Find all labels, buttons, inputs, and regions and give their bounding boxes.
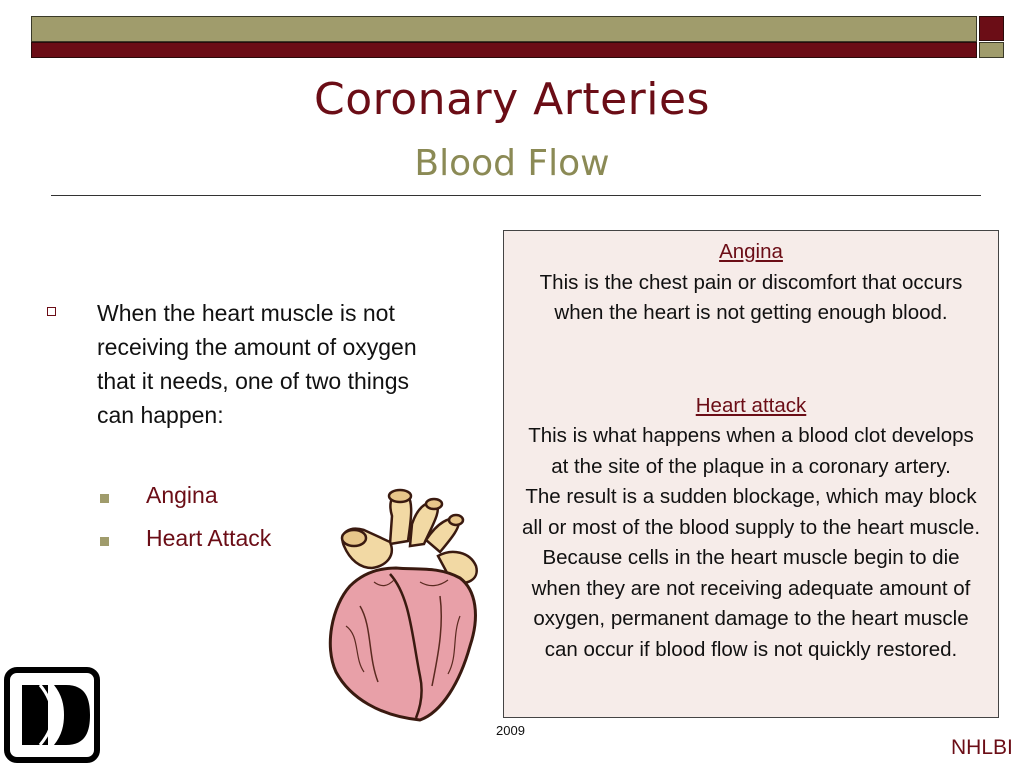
definition-box [503, 230, 999, 718]
sub-bullet-marker [100, 537, 109, 546]
heart-attack-line: oxygen, permanent damage to the heart muscle [533, 607, 969, 630]
nhlbi-logo [4, 667, 100, 763]
corner-block-maroon [979, 16, 1004, 41]
heart-attack-line: at the site of the plaque in a coronary artery. [551, 454, 951, 478]
spacer [504, 329, 998, 391]
angina-line: when the heart is not getting enough blood. [554, 301, 948, 324]
heart-attack-heading: Heart attack [695, 393, 807, 417]
angina-heading: Angina [719, 240, 783, 263]
bullet-marker [47, 307, 56, 316]
header-bar-olive [31, 16, 977, 42]
heart-attack-line: when they are not receiving adequate amount of [531, 576, 971, 600]
sub-bullet-marker [100, 494, 109, 503]
sub-bullet-label: Heart Attack [146, 525, 272, 551]
header-bar-maroon [31, 42, 977, 58]
footer-year: 2009 [496, 723, 525, 738]
heart-illustration [320, 486, 490, 722]
footer-org: NHLBI [951, 736, 1013, 759]
title-divider [51, 195, 981, 196]
angina-line: This is the chest pain or discomfort that occurs [539, 270, 963, 294]
slide-subtitle: Blood Flow [414, 143, 610, 184]
sub-bullet-label: Angina [146, 482, 218, 508]
main-bullet-text: When the heart muscle is not receiving the amount of oxygen that it needs, one of two things can happen: [97, 300, 417, 428]
heart-attack-line: all or most of the blood supply to the heart muscle. [521, 515, 981, 539]
corner-block-olive [979, 42, 1004, 58]
heart-attack-line: The result is a sudden blockage, which may block [525, 485, 977, 508]
heart-attack-line: This is what happens when a blood clot develops [528, 424, 974, 447]
heart-attack-line: Because cells in the heart muscle begin to die [542, 546, 960, 569]
heart-attack-line: can occur if blood flow is not quickly restored. [544, 637, 958, 661]
slide-title: Coronary Arteries [314, 74, 710, 125]
